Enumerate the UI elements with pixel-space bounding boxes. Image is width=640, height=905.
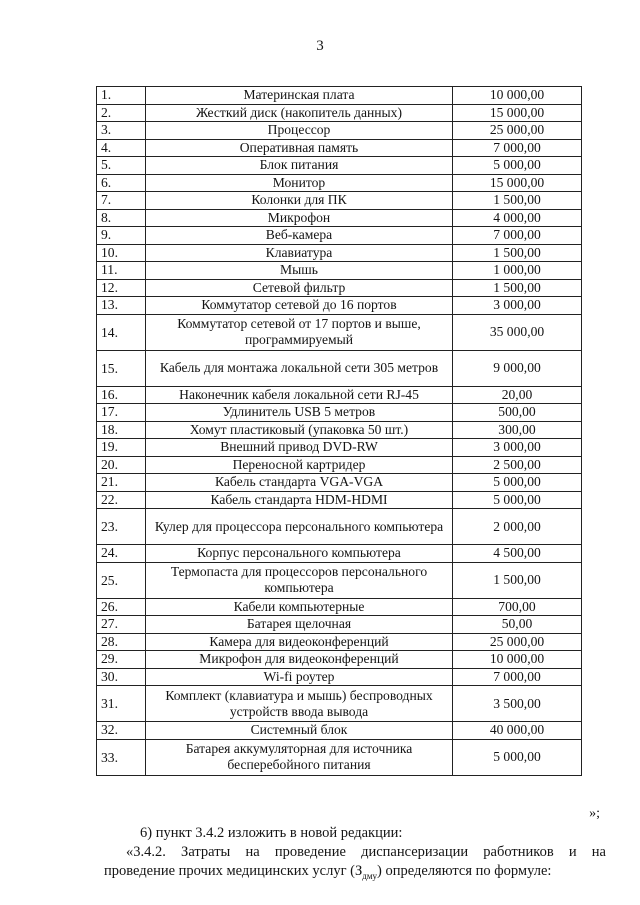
item-name: Хомут пластиковый (упаковка 50 шт.) xyxy=(146,421,453,439)
item-name: Материнская плата xyxy=(146,87,453,105)
clause-subscript: дму xyxy=(362,870,378,881)
item-price: 700,00 xyxy=(453,598,582,616)
item-name: Микрофон xyxy=(146,209,453,227)
table-row xyxy=(97,192,582,210)
item-name: Колонки для ПК xyxy=(146,192,453,210)
item-price: 9 000,00 xyxy=(453,350,582,386)
item-price: 5 000,00 xyxy=(453,739,582,775)
item-price: 2 000,00 xyxy=(453,509,582,545)
table-row xyxy=(97,386,582,404)
table-row xyxy=(97,491,582,509)
item-name: Кабель стандарта VGA-VGA xyxy=(146,474,453,492)
paragraph-clause-end xyxy=(104,862,604,886)
item-name: Кабели компьютерные xyxy=(146,598,453,616)
item-price: 10 000,00 xyxy=(453,87,582,105)
item-name: Клавиатура xyxy=(146,244,453,262)
item-price: 7 000,00 xyxy=(453,668,582,686)
item-price: 50,00 xyxy=(453,616,582,634)
table-row xyxy=(97,157,582,175)
item-price: 5 000,00 xyxy=(453,491,582,509)
table-row xyxy=(97,174,582,192)
item-name: Оперативная память xyxy=(146,139,453,157)
item-name: Монитор xyxy=(146,174,453,192)
table-row xyxy=(97,297,582,315)
row-number: 28. xyxy=(97,633,146,651)
table-row xyxy=(97,262,582,280)
item-name: Сетевой фильтр xyxy=(146,279,453,297)
item-price: 3 500,00 xyxy=(453,686,582,722)
item-name: Внешний привод DVD-RW xyxy=(146,439,453,457)
item-price: 3 000,00 xyxy=(453,297,582,315)
item-price: 7 000,00 xyxy=(453,139,582,157)
row-number: 31. xyxy=(97,686,146,722)
item-price: 15 000,00 xyxy=(453,104,582,122)
table-row xyxy=(97,474,582,492)
item-price: 5 000,00 xyxy=(453,157,582,175)
table-row xyxy=(97,350,582,386)
table-row xyxy=(97,598,582,616)
row-number: 3. xyxy=(97,122,146,140)
row-number: 20. xyxy=(97,456,146,474)
table-row xyxy=(97,244,582,262)
table-row xyxy=(97,209,582,227)
item-name: Батарея аккумуляторная для источника бесперебойного питания xyxy=(146,739,453,775)
item-name: Батарея щелочная xyxy=(146,616,453,634)
table-row xyxy=(97,421,582,439)
table-row xyxy=(97,545,582,563)
item-price: 300,00 xyxy=(453,421,582,439)
item-price: 1 000,00 xyxy=(453,262,582,280)
closing-quote: »; xyxy=(589,806,600,821)
table-row xyxy=(97,314,582,350)
row-number: 18. xyxy=(97,421,146,439)
item-name: Наконечник кабеля локальной сети RJ-45 xyxy=(146,386,453,404)
item-name: Веб-камера xyxy=(146,227,453,245)
item-price: 15 000,00 xyxy=(453,174,582,192)
row-number: 14. xyxy=(97,314,146,350)
item-name: Коммутатор сетевой до 16 портов xyxy=(146,297,453,315)
item-price: 4 500,00 xyxy=(453,545,582,563)
row-number: 8. xyxy=(97,209,146,227)
clause-text-post: ) определяются по формуле: xyxy=(377,863,552,879)
table-body xyxy=(97,87,582,776)
item-name: Wi-fi роутер xyxy=(146,668,453,686)
table-row xyxy=(97,651,582,669)
item-name: Кабель стандарта HDM-HDMI xyxy=(146,491,453,509)
row-number: 21. xyxy=(97,474,146,492)
item-name: Комплект (клавиатура и мышь) беспроводных устройств ввода вывода xyxy=(146,686,453,722)
item-name: Системный блок xyxy=(146,722,453,740)
row-number: 24. xyxy=(97,545,146,563)
row-number: 33. xyxy=(97,739,146,775)
row-number: 29. xyxy=(97,651,146,669)
row-number: 32. xyxy=(97,722,146,740)
row-number: 26. xyxy=(97,598,146,616)
row-number: 13. xyxy=(97,297,146,315)
item-price: 40 000,00 xyxy=(453,722,582,740)
item-price: 1 500,00 xyxy=(453,279,582,297)
item-price: 1 500,00 xyxy=(453,562,582,598)
paragraph-amendment: 6) пункт 3.4.2 изложить в новой редакции: xyxy=(140,825,403,841)
item-name: Корпус персонального компьютера xyxy=(146,545,453,563)
row-number: 6. xyxy=(97,174,146,192)
table-row xyxy=(97,509,582,545)
row-number: 16. xyxy=(97,386,146,404)
item-price: 35 000,00 xyxy=(453,314,582,350)
table-row xyxy=(97,722,582,740)
row-number: 12. xyxy=(97,279,146,297)
item-price: 1 500,00 xyxy=(453,192,582,210)
item-name: Блок питания xyxy=(146,157,453,175)
row-number: 25. xyxy=(97,562,146,598)
item-name: Удлинитель USB 5 метров xyxy=(146,404,453,422)
row-number: 4. xyxy=(97,139,146,157)
table-row xyxy=(97,633,582,651)
table-row xyxy=(97,139,582,157)
row-number: 19. xyxy=(97,439,146,457)
item-price: 25 000,00 xyxy=(453,122,582,140)
row-number: 22. xyxy=(97,491,146,509)
row-number: 7. xyxy=(97,192,146,210)
table-row xyxy=(97,87,582,105)
row-number: 9. xyxy=(97,227,146,245)
table-row xyxy=(97,104,582,122)
item-name: Кулер для процессора персонального компьютера xyxy=(146,509,453,545)
item-name: Камера для видеоконференций xyxy=(146,633,453,651)
table-row xyxy=(97,668,582,686)
item-price: 5 000,00 xyxy=(453,474,582,492)
item-price: 500,00 xyxy=(453,404,582,422)
row-number: 5. xyxy=(97,157,146,175)
item-price: 4 000,00 xyxy=(453,209,582,227)
table-row xyxy=(97,739,582,775)
table-row xyxy=(97,616,582,634)
row-number: 23. xyxy=(97,509,146,545)
paragraph-clause-start: «3.4.2. Затраты на проведение диспансеризации работников и на xyxy=(126,844,606,860)
table-row xyxy=(97,227,582,245)
table-row xyxy=(97,456,582,474)
row-number: 27. xyxy=(97,616,146,634)
table-row xyxy=(97,404,582,422)
item-name: Кабель для монтажа локальной сети 305 метров xyxy=(146,350,453,386)
row-number: 15. xyxy=(97,350,146,386)
item-name: Процессор xyxy=(146,122,453,140)
row-number: 11. xyxy=(97,262,146,280)
table-row xyxy=(97,439,582,457)
item-price: 20,00 xyxy=(453,386,582,404)
row-number: 17. xyxy=(97,404,146,422)
item-name: Жесткий диск (накопитель данных) xyxy=(146,104,453,122)
item-name: Мышь xyxy=(146,262,453,280)
row-number: 1. xyxy=(97,87,146,105)
item-price: 7 000,00 xyxy=(453,227,582,245)
price-table xyxy=(96,86,582,776)
table-row xyxy=(97,279,582,297)
item-price: 2 500,00 xyxy=(453,456,582,474)
item-price: 3 000,00 xyxy=(453,439,582,457)
item-price: 25 000,00 xyxy=(453,633,582,651)
row-number: 2. xyxy=(97,104,146,122)
clause-text-pre: проведение прочих медицинских услуг (З xyxy=(104,863,363,879)
item-name: Переносной картридер xyxy=(146,456,453,474)
page-number: 3 xyxy=(316,38,324,54)
item-price: 10 000,00 xyxy=(453,651,582,669)
item-name: Термопаста для процессоров персонального компьютера xyxy=(146,562,453,598)
row-number: 30. xyxy=(97,668,146,686)
row-number: 10. xyxy=(97,244,146,262)
table-row xyxy=(97,562,582,598)
item-name: Коммутатор сетевой от 17 портов и выше, программируемый xyxy=(146,314,453,350)
item-name: Микрофон для видеоконференций xyxy=(146,651,453,669)
table-row xyxy=(97,122,582,140)
item-price: 1 500,00 xyxy=(453,244,582,262)
table-row xyxy=(97,686,582,722)
